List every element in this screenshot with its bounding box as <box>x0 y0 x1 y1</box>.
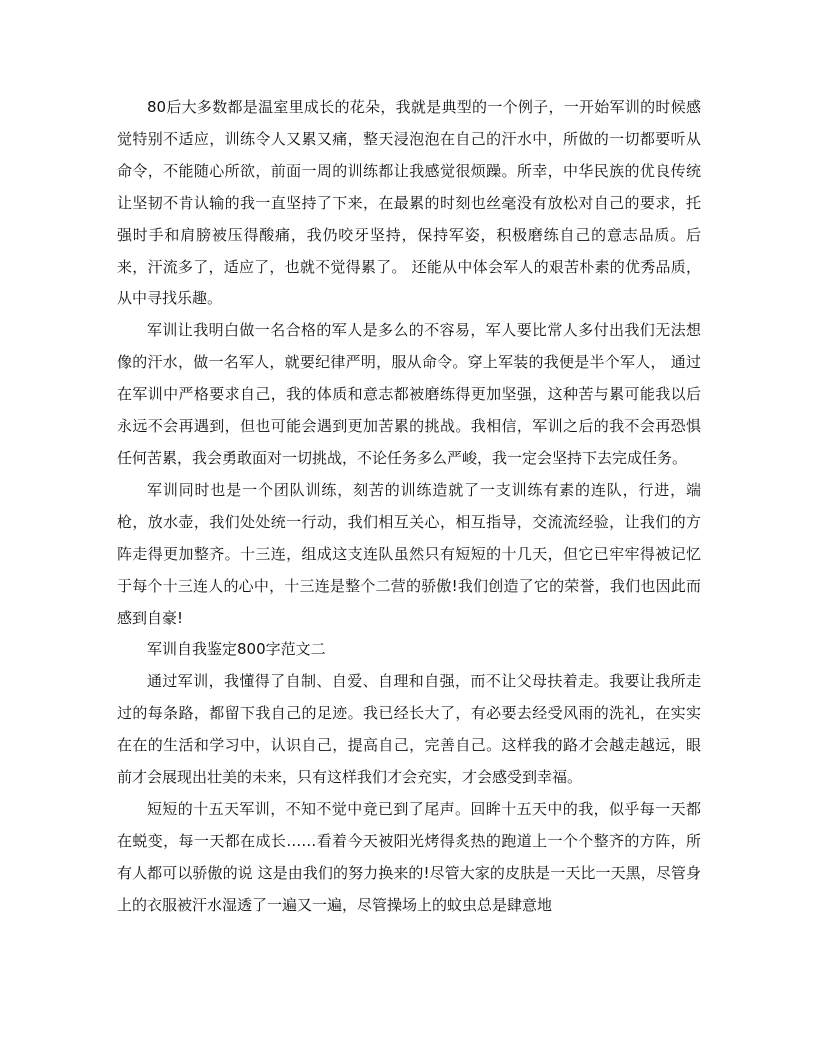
paragraph-2: 军训让我明白做一名合格的军人是多么的不容易，军人要比常人多付出我们无法想像的汗水，做一名军人，就要纪律严明，服从命令。穿上军装的我便是半个军人， 通过在军训中严格要求自己，我的体质和意志都被磨练得更加坚强，这种苦与累可能我以后永远不会再遇到，但也可能会遇到更加苦累的挑战。我相信，军训之后的我不会再恐惧任何苦累，我会勇敢面对一切挑战，不论任务多么严峻，我一定会坚持下去完成任务。 <box>117 321 701 467</box>
section-heading: 军训自我鉴定800字范文二 <box>147 640 326 659</box>
paragraph-1: 80后大多数都是温室里成长的花朵，我就是典型的一个例子，一开始军训的时候感觉特别不适应，训练令人又累又痛，整天浸泡泡在自己的汗水中，所做的一切都要听从命令，不能随心所欲，前面一周的训练都让我感觉很烦躁。所幸，中华民族的优良传统让坚韧不肯认输的我一直坚持了下来，在最累的时刻也丝毫没有放松对自己的要求，托强时手和肩膀被压得酸痛，我仍咬牙坚持，保持军姿，积极磨练自己的意志品质。后来，汗流多了，适应了，也就不觉得累了。 还能从中体会军人的艰苦朴素的优秀品质，从中寻找乐趣。 <box>117 98 701 308</box>
paragraph-3: 军训同时也是一个团队训练，刻苦的训练造就了一支训练有素的连队，行进，端枪，放水壶，我们处处统一行动，我们相互关心，相互指导，交流流经验，让我们的方阵走得更加整齐。十三连，组成这支连队虽然只有短短的十几天，但它已牢牢得被记忆于每个十三连人的心中，十三连是整个二营的骄傲!我们创造了它的荣誉，我们也因此而感到自豪! <box>117 480 701 627</box>
paragraph-5: 短短的十五天军训，不知不觉中竟已到了尾声。回眸十五天中的我，似乎每一天都在蜕变，每一天都在成长……看着今天被阳光烤得炙热的跑道上一个个整齐的方阵，所有人都可以骄傲的说 这是由我们的努力换来的!尽管大家的皮肤是一天比一天黑，尽管身上的衣服被汗水湿透了一遍又一遍，尽管操场上的蚊虫总是肆意地 <box>117 799 701 914</box>
paragraph-4: 通过军训，我懂得了自制、自爱、自理和自强，而不让父母扶着走。我要让我所走过的每条路，都留下我自己的足迹。我已经长大了，有必要去经受风雨的洗礼，在实实在在的生活和学习中，认识自己，提高自己，完善自己。这样我的路才会越走越远，眼前才会展现出壮美的未来，只有这样我们才会充实，才会感受到幸福。 <box>117 672 701 787</box>
document-page <box>117 92 701 922</box>
